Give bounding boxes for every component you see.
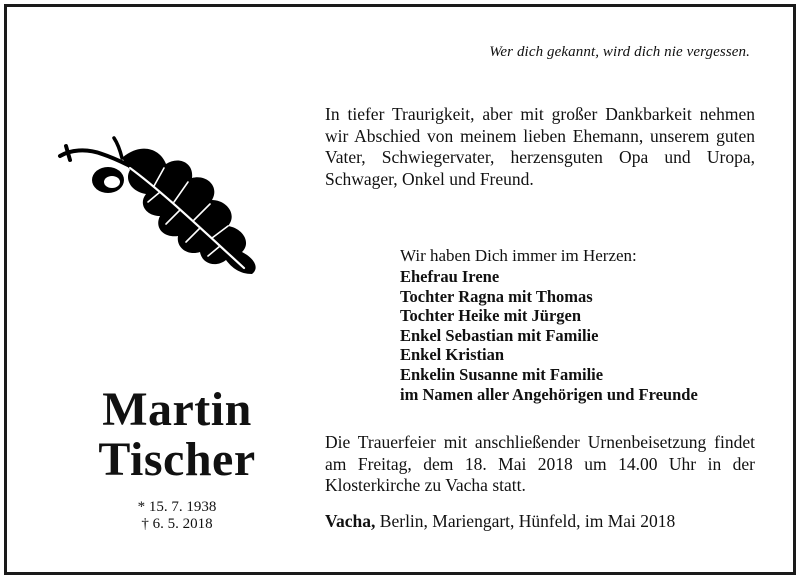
list-item: Tochter Heike mit Jürgen [400,306,582,326]
motto: Wer dich gekannt, wird dich nie vergessen. [489,44,750,60]
list-item: Enkel Kristian [400,345,505,365]
list-item: Ehefrau Irene [400,267,500,286]
birth-date: * 15. 7. 1938 [137,499,217,515]
deceased-block [82,385,272,533]
place-town: Vacha, [325,511,376,531]
place-rest: Berlin, Mariengart, Hünfeld, im Mai 2018 [375,511,676,531]
ceremony-text: Die Trauerfeier mit anschließender Urnenbeisetzung findet am Freitag, dem 18. Mai 2018 um 14.00 Uhr in der Klosterkirche zu Vacha statt. [325,432,755,495]
oak-leaf-icon [56,128,270,276]
life-dates [82,499,272,533]
list-item: im Namen aller Angehörigen und Freunde [400,384,698,404]
place-line [325,511,755,533]
death-date: † 6. 5. 2018 [141,516,213,532]
list-item: Enkelin Susanne mit Familie [400,364,604,384]
last-name: Tischer [98,433,256,486]
intro-text: In tiefer Traurigkeit, aber mit großer Dankbarkeit nehmen wir Abschied von meinem lieben Ehemann, unserem guten Vater, Schwiegervater, herzensguten Opa und Uropa, Schwager, Onkel und Freund. [325,104,755,189]
first-name: Martin [102,383,252,436]
survivors-list [400,267,770,404]
list-item: Tochter Ragna mit Thomas [400,286,593,306]
survivors-block [400,245,770,404]
list-item: Enkel Sebastian mit Familie [400,325,599,345]
survivors-heading: Wir haben Dich immer im Herzen: [400,246,637,265]
